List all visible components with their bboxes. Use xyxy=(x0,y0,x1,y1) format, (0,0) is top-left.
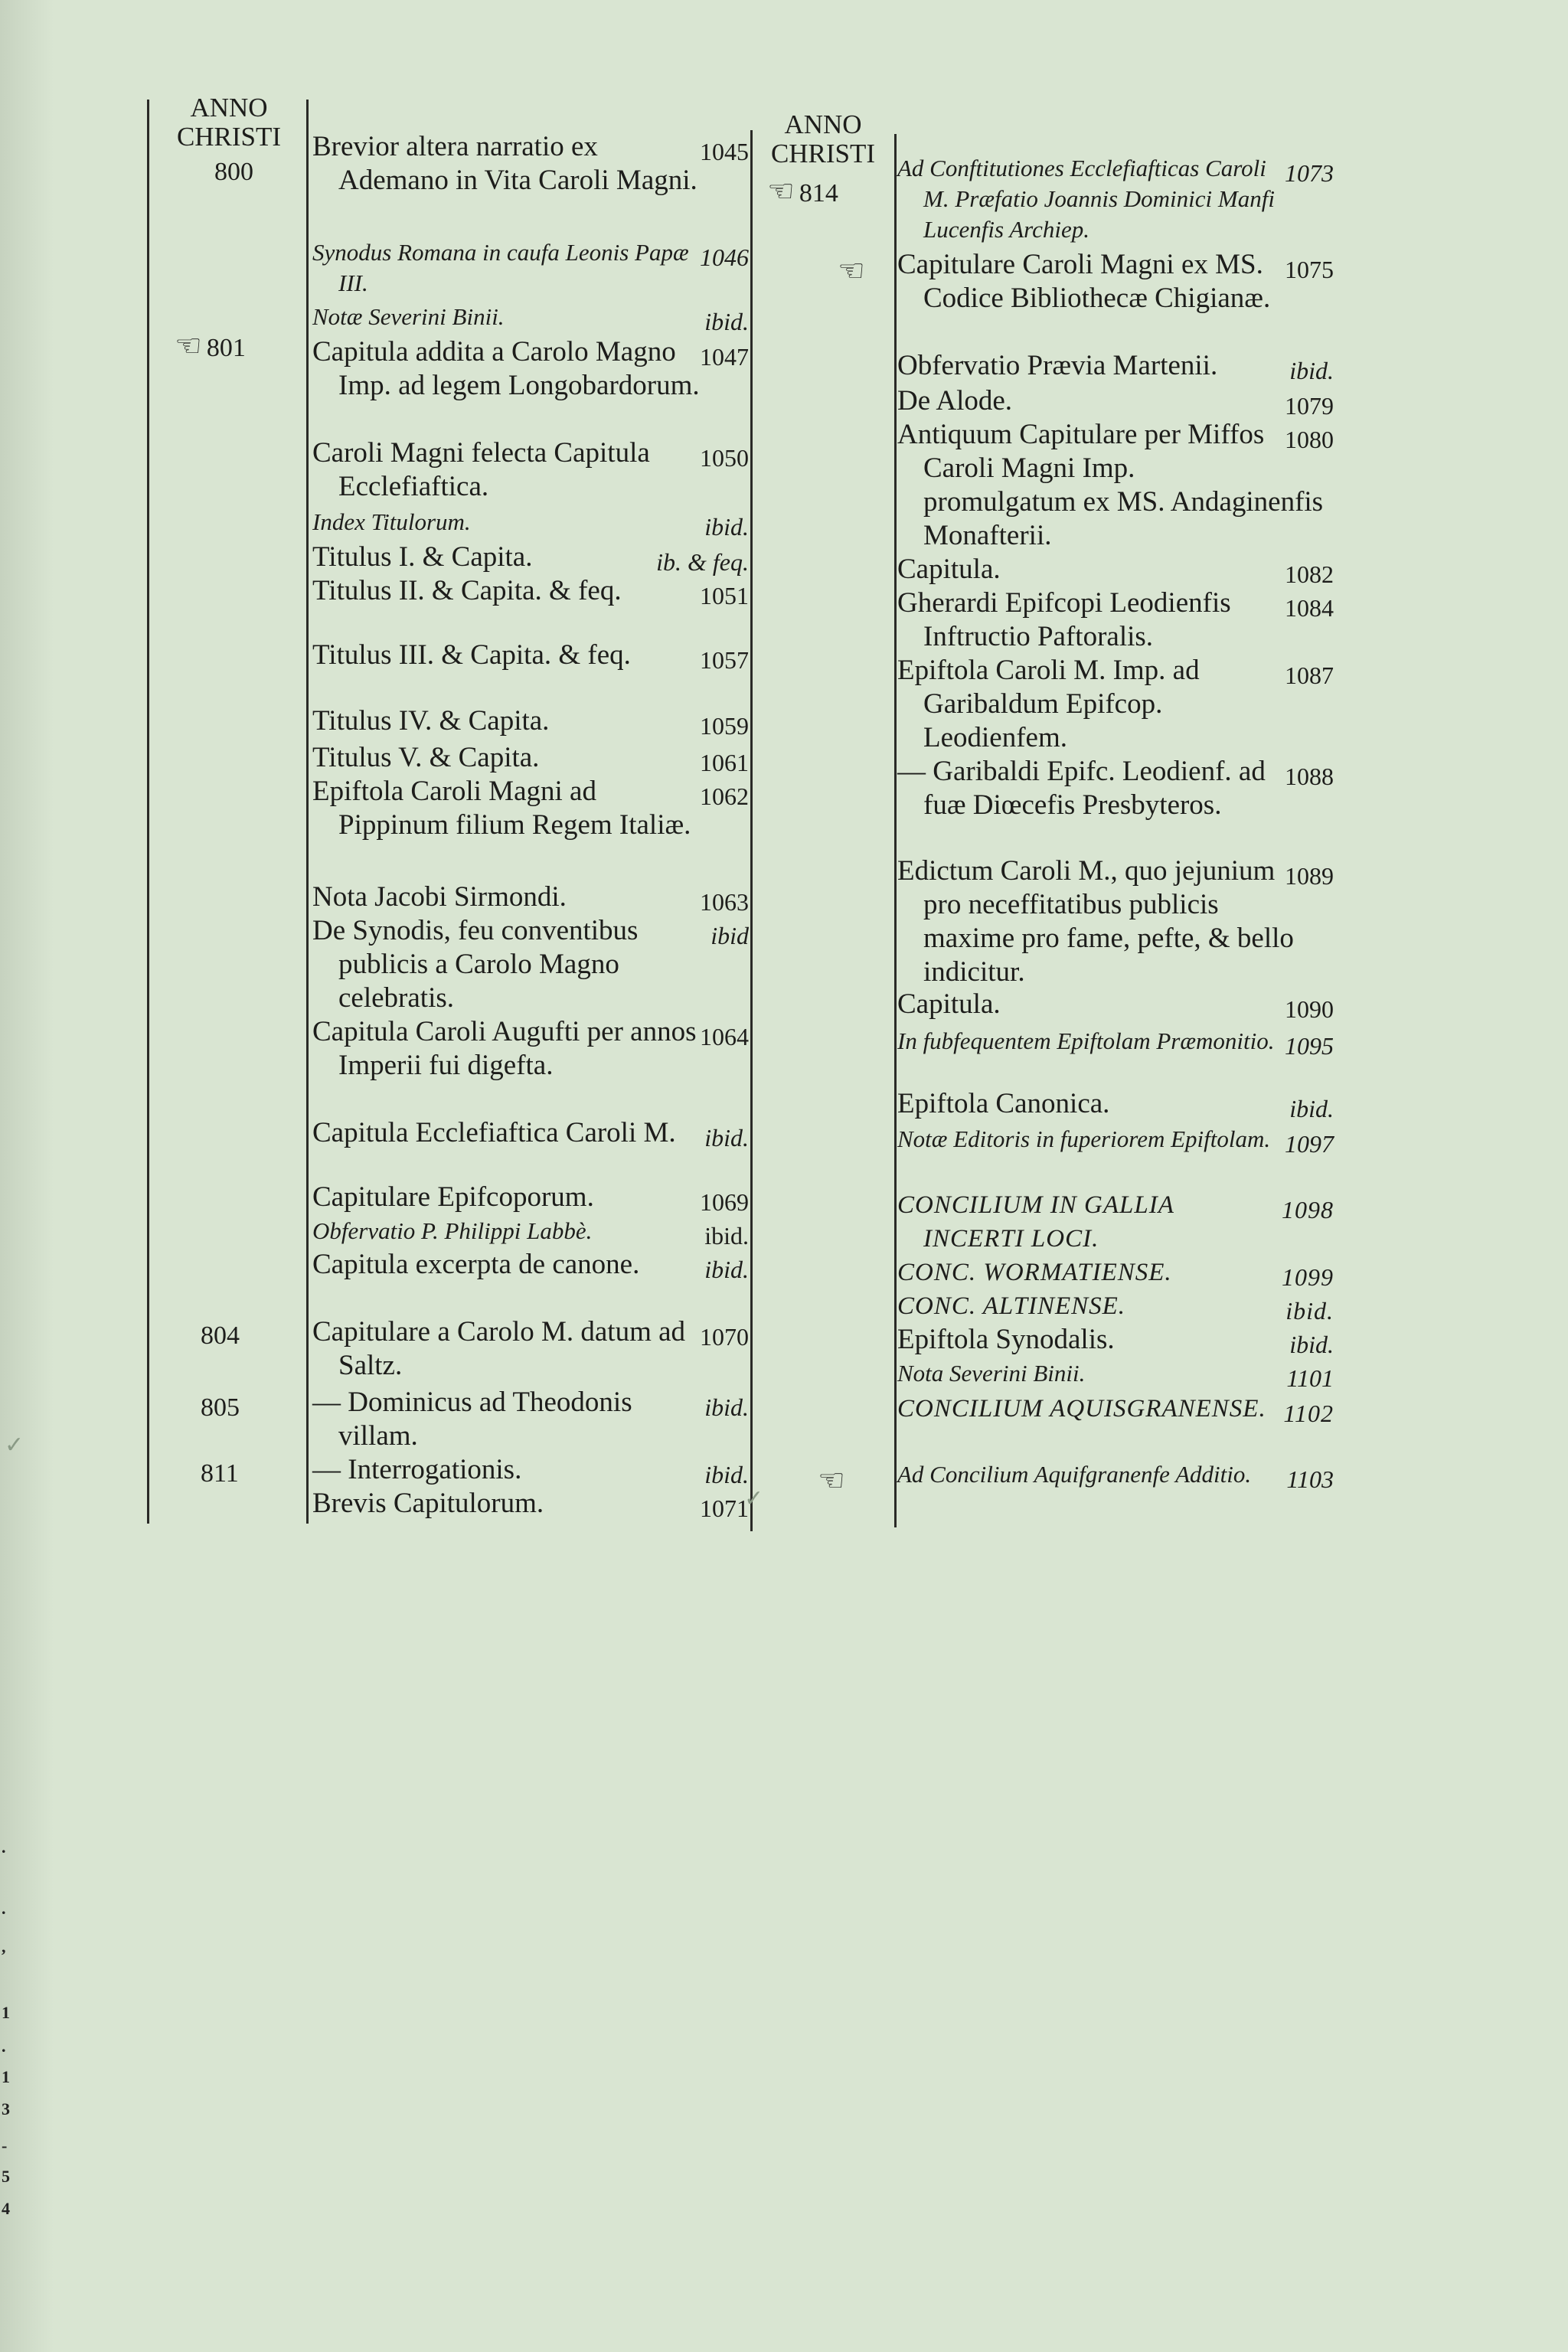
entry-title: — Dominicus ad Theodonis villam. xyxy=(312,1387,632,1452)
toc-entry xyxy=(312,574,749,612)
entry-title: CONC. WORMATIENSE. xyxy=(897,1259,1172,1286)
toc-entry xyxy=(312,1116,749,1155)
page-number: 1073 xyxy=(1285,159,1334,187)
margin-fragment: . xyxy=(2,1838,6,1857)
toc-entry xyxy=(312,1015,749,1083)
entry-title: Capitula. xyxy=(897,988,1001,1020)
toc-entry xyxy=(312,704,749,743)
toc-entry xyxy=(897,1392,1334,1430)
entry-title: Capitula addita a Carolo Magno Imp. ad legem Longobardorum. xyxy=(312,336,700,401)
margin-fragment: 5 xyxy=(2,2167,10,2186)
entry-title: Capitula Ecclefiaftica Caroli M. xyxy=(312,1117,676,1148)
entry-title: Gherardi Epifcopi Leodienfis Inftructio Paftoralis. xyxy=(897,587,1231,652)
entry-title: Brevis Capitulorum. xyxy=(312,1488,544,1519)
hand-marker xyxy=(838,253,870,289)
christi-label: CHRISTI xyxy=(176,122,282,152)
toc-entry xyxy=(312,507,749,542)
page-number: 1070 xyxy=(700,1323,749,1351)
entry-title: In fubfequentem Epiftolam Præmonitio. xyxy=(897,1027,1275,1054)
entry-title: Brevior altera narratio ex Ademano in Vita Caroli Magni. xyxy=(312,131,697,196)
page-number: 1097 xyxy=(1285,1130,1334,1158)
pointing-hand-icon: ☞ xyxy=(175,328,202,363)
page-number: 1102 xyxy=(1283,1400,1334,1427)
toc-entry xyxy=(312,1315,749,1383)
entry-title: Titulus V. & Capita. xyxy=(312,742,540,773)
margin-fragment: - xyxy=(2,2136,8,2155)
entry-title: Epiftola Canonica. xyxy=(897,1088,1110,1119)
page-number: ibid. xyxy=(1285,1297,1334,1325)
entry-title: Nota Jacobi Sirmondi. xyxy=(312,881,567,913)
page-number: 1071 xyxy=(700,1494,749,1522)
page-number: ibid. xyxy=(704,1222,749,1250)
toc-entry xyxy=(897,553,1334,591)
toc-entry xyxy=(897,349,1334,387)
page-number: 1101 xyxy=(1286,1364,1334,1392)
page-number: 1050 xyxy=(700,444,749,472)
pointing-hand-icon: ☞ xyxy=(838,253,865,288)
left-entries-rule xyxy=(306,100,309,1524)
toc-entry xyxy=(897,1026,1334,1061)
right-entries-rule xyxy=(894,134,897,1527)
year-811: 811 xyxy=(201,1459,239,1488)
margin-fragment: , xyxy=(2,1937,6,1956)
toc-entry xyxy=(897,418,1334,553)
toc-entry xyxy=(897,755,1334,822)
entry-title: — Interrogationis. xyxy=(312,1454,522,1485)
entry-title: Capitula. xyxy=(897,554,1001,585)
year-801 xyxy=(175,328,246,364)
toc-entry xyxy=(897,1087,1334,1125)
entry-title: Epiftola Caroli M. Imp. ad Garibaldum Epifcop. Leodienfem. xyxy=(897,655,1200,753)
page-number: 1061 xyxy=(700,749,749,776)
right-year-header xyxy=(758,110,888,168)
entry-title: Titulus II. & Capita. & feq. xyxy=(312,575,622,606)
page-number: 1079 xyxy=(1285,392,1334,420)
page-number: 1063 xyxy=(700,888,749,916)
page-number: ibid. xyxy=(1289,1095,1334,1122)
toc-entry xyxy=(312,914,749,1015)
toc-entry xyxy=(312,541,749,579)
page-number: 1059 xyxy=(700,712,749,740)
entry-title: Titulus IV. & Capita. xyxy=(312,705,550,737)
page-number: 1080 xyxy=(1285,426,1334,453)
entry-title: Antiquum Capitulare per Miffos Caroli Magni Imp. promulgatum ex MS. Andaginenfis Monafterii. xyxy=(897,419,1324,551)
toc-entry xyxy=(897,654,1334,755)
margin-fragment: 1 xyxy=(2,2067,10,2086)
toc-entry xyxy=(312,302,749,337)
page-number: 1095 xyxy=(1285,1032,1334,1060)
page-number: 1051 xyxy=(700,582,749,609)
toc-entry xyxy=(312,1181,749,1219)
page-number: 1099 xyxy=(1282,1263,1334,1291)
page-number: 1089 xyxy=(1285,862,1334,890)
toc-entry xyxy=(897,153,1334,245)
toc-entry xyxy=(312,436,749,504)
toc-entry xyxy=(312,741,749,779)
page-number: 1062 xyxy=(700,782,749,810)
margin-fragment: 1 xyxy=(2,2003,10,2022)
toc-entry xyxy=(312,1214,749,1253)
toc-entry xyxy=(897,586,1334,654)
page-number: ibid. xyxy=(704,1461,749,1488)
toc-entry xyxy=(897,1289,1334,1328)
year-814-label: 814 xyxy=(799,179,838,207)
page-number: ib. & feq. xyxy=(656,548,749,576)
anno-label: ANNO xyxy=(784,109,862,139)
page-number: 1087 xyxy=(1285,662,1334,689)
entry-title: Capitula excerpta de canone. xyxy=(312,1249,640,1280)
entry-title: Titulus III. & Capita. & feq. xyxy=(312,639,631,671)
hand-marker xyxy=(818,1462,850,1498)
page-number: 1069 xyxy=(700,1188,749,1216)
entry-title: Epiftola Caroli Magni ad Pippinum filium Regem Italiæ. xyxy=(312,776,691,841)
page-number: 1057 xyxy=(700,646,749,674)
toc-entry xyxy=(897,384,1334,423)
page-number: ibid. xyxy=(704,1393,749,1421)
pointing-hand-icon: ☞ xyxy=(818,1463,845,1498)
page-number: 1090 xyxy=(1285,995,1334,1023)
year-804: 804 xyxy=(201,1321,240,1350)
year-814 xyxy=(767,173,838,209)
entry-title: Capitulare Epifcoporum. xyxy=(312,1181,594,1213)
page-number: ibid. xyxy=(704,308,749,335)
entry-title: — Garibaldi Epifc. Leodienf. ad fuæ Diœcefis Presbyteros. xyxy=(897,756,1266,821)
entry-title: Capitulare a Carolo M. datum ad Saltz. xyxy=(312,1316,686,1381)
toc-entry xyxy=(312,130,749,198)
entry-title: De Synodis, feu conventibus publicis a Carolo Magno celebratis. xyxy=(312,915,639,1014)
page-number: 1064 xyxy=(700,1023,749,1050)
entry-title: CONCILIUM AQUISGRANENSE. xyxy=(897,1395,1266,1423)
entry-title: Ad Conftitutiones Ecclefiafticas Caroli M. Præfatio Joannis Dominici Manfi Lucenfis Archiep. xyxy=(897,155,1275,243)
entry-title: Epiftola Synodalis. xyxy=(897,1324,1115,1355)
entry-title: Synodus Romana in caufa Leonis Papæ III. xyxy=(312,239,689,296)
entry-title: De Alode. xyxy=(897,385,1013,416)
left-column-rule xyxy=(147,100,149,1524)
year-805: 805 xyxy=(201,1393,240,1422)
page-number: 1088 xyxy=(1285,763,1334,790)
page-number: ibid. xyxy=(704,1256,749,1283)
margin-fragment: . xyxy=(2,1899,6,1918)
margin-fragment: 4 xyxy=(2,2199,10,2218)
pencil-check-mark: ✓ xyxy=(5,1432,24,1458)
toc-entry xyxy=(312,775,749,842)
entry-title: Caroli Magni felecta Capitula Ecclefiaftica. xyxy=(312,437,650,502)
toc-entry xyxy=(312,237,749,299)
pointing-hand-icon: ☞ xyxy=(767,174,795,208)
entry-title: Obfervatio P. Philippi Labbè. xyxy=(312,1217,593,1244)
center-rule xyxy=(750,130,753,1531)
left-year-header xyxy=(172,93,286,152)
year-801-label: 801 xyxy=(206,334,246,362)
page-number: ibid xyxy=(710,922,749,949)
entry-title: Capitulare Caroli Magni ex MS. Codice Bibliothecæ Chigianæ. xyxy=(897,249,1271,314)
page-number: ibid. xyxy=(1289,357,1334,384)
margin-fragment: 3 xyxy=(2,2099,10,2118)
toc-entry xyxy=(312,1453,749,1491)
toc-entry xyxy=(312,880,749,919)
toc-entry xyxy=(897,1256,1334,1294)
toc-entry xyxy=(312,335,749,403)
toc-entry xyxy=(897,1459,1334,1494)
entry-title: Notæ Severini Binii. xyxy=(312,303,505,330)
entry-title: Notæ Editoris in fuperiorem Epiftolam. xyxy=(897,1125,1271,1152)
entry-title: Nota Severini Binii. xyxy=(897,1360,1086,1387)
toc-entry xyxy=(897,988,1334,1026)
toc-entry xyxy=(897,1124,1334,1159)
page-number: 1045 xyxy=(700,138,749,165)
toc-entry xyxy=(897,1358,1334,1393)
page-number: 1098 xyxy=(1282,1196,1334,1223)
page-number: ibid. xyxy=(704,513,749,541)
entry-title: CONCILIUM IN GALLIA INCERTI LOCI. xyxy=(897,1191,1174,1253)
binding-gutter xyxy=(0,0,54,2352)
page-number: ibid. xyxy=(704,1124,749,1152)
entry-title: Obfervatio Prævia Martenii. xyxy=(897,350,1218,381)
anno-label: ANNO xyxy=(190,93,268,122)
toc-entry xyxy=(897,248,1334,315)
page-number: 1075 xyxy=(1285,256,1334,283)
christi-label: CHRISTI xyxy=(770,139,876,168)
toc-entry xyxy=(312,1248,749,1286)
toc-entry xyxy=(897,854,1334,989)
entry-title: CONC. ALTINENSE. xyxy=(897,1292,1126,1320)
page-number: 1082 xyxy=(1285,560,1334,588)
entry-title: Index Titulorum. xyxy=(312,508,471,535)
margin-fragment: . xyxy=(2,2037,6,2056)
page-number: 1047 xyxy=(700,343,749,371)
toc-entry xyxy=(897,1188,1334,1256)
pencil-check-mark: ✓ xyxy=(744,1486,764,1511)
entry-title: Edictum Caroli M., quo jejunium pro neceffitatibus publicis maxime pro fame, pefte, & bello indicitur. xyxy=(897,855,1294,988)
toc-entry xyxy=(312,1386,749,1453)
page-number: 1084 xyxy=(1285,594,1334,622)
entry-title: Ad Concilium Aquifgranenfe Additio. xyxy=(897,1461,1252,1488)
toc-entry xyxy=(312,639,749,677)
page-number: 1103 xyxy=(1286,1465,1334,1493)
entry-title: Capitula Caroli Augufti per annos Imperii fui digefta. xyxy=(312,1016,697,1081)
page-number: ibid. xyxy=(1289,1331,1334,1358)
toc-entry xyxy=(312,1487,749,1525)
entry-title: Titulus I. & Capita. xyxy=(312,541,533,573)
year-800: 800 xyxy=(214,158,253,186)
toc-entry xyxy=(897,1323,1334,1361)
page-number: 1046 xyxy=(700,243,749,271)
